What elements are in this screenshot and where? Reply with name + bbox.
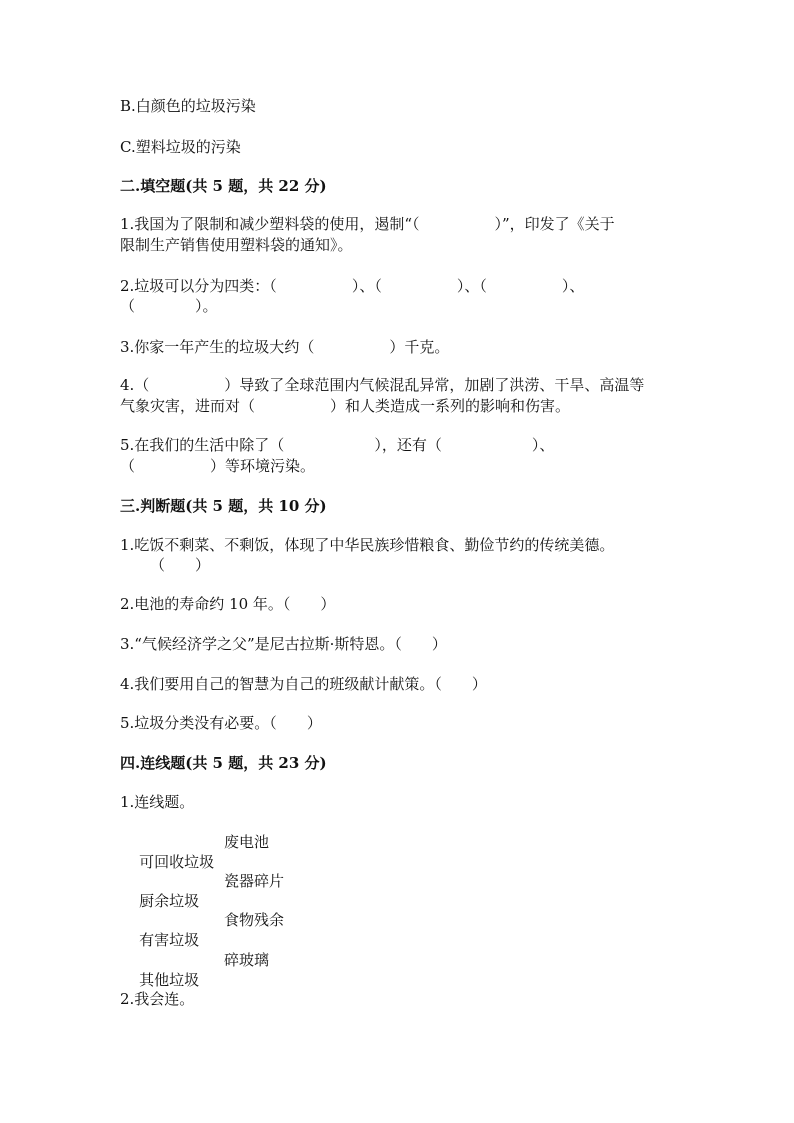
option-b: B.白颜色的垃圾污染 [120,97,256,115]
match-right-item[interactable]: 瓷器碎片 [224,872,285,890]
fill-q4-line2: 气象灾害，进而对（ ）和人类造成一系列的影响和伤害。 [120,397,571,415]
section-title-judge: 三.判断题(共 5 题，共 10 分) [120,497,327,515]
judge-q5: 5.垃圾分类没有必要。（ ） [120,714,322,732]
option-c: C.塑料垃圾的污染 [120,138,241,156]
match-left-item[interactable]: 厨余垃圾 [139,892,200,910]
fill-q5-line2: （ ）等环境污染。 [120,457,316,475]
fill-q5-line1: 5.在我们的生活中除了（ ），还有（ ）、 [120,436,555,454]
fill-q2-line1: 2.垃圾可以分为四类：（ ）、（ ）、（ ）、 [120,277,585,295]
match-right-item[interactable]: 食物残余 [224,911,285,929]
match-left-item[interactable]: 有害垃圾 [139,931,200,949]
match-q1: 1.连线题。 [120,793,195,811]
match-q2: 2.我会连。 [120,990,195,1008]
fill-q4-line1: 4.（ ）导致了全球范围内气候混乱异常，加剧了洪涝、干旱、高温等 [120,376,645,394]
match-left-item[interactable]: 可回收垃圾 [139,853,215,871]
fill-q1-line1: 1.我国为了限制和减少塑料袋的使用，遏制“（ ）”，印发了《关于 [120,215,615,233]
section-title-matching: 四.连线题(共 5 题，共 23 分) [120,754,327,772]
judge-q4: 4.我们要用自己的智慧为自己的班级献计献策。（ ） [120,675,487,693]
judge-q1-line1: 1.吃饭不剩菜、不剩饭，体现了中华民族珍惜粮食、勤俭节约的传统美德。 [120,536,615,554]
fill-q2-line2: （ ）。 [120,297,218,315]
match-left-item[interactable]: 其他垃圾 [139,971,200,989]
match-right-item[interactable]: 废电池 [224,833,270,851]
fill-q1-line2: 限制生产销售使用塑料袋的通知》。 [120,236,353,254]
fill-q3: 3.你家一年产生的垃圾大约（ ）千克。 [120,338,450,356]
judge-q2: 2.电池的寿命约 10 年。（ ） [120,595,336,613]
judge-q3: 3.“气候经济学之父”是尼古拉斯·斯特恩。（ ） [120,635,447,653]
section-title-fill-blank: 二.填空题(共 5 题，共 22 分) [120,177,327,195]
judge-q1-line2: （ ） [150,556,211,574]
match-right-item[interactable]: 碎玻璃 [224,951,270,969]
